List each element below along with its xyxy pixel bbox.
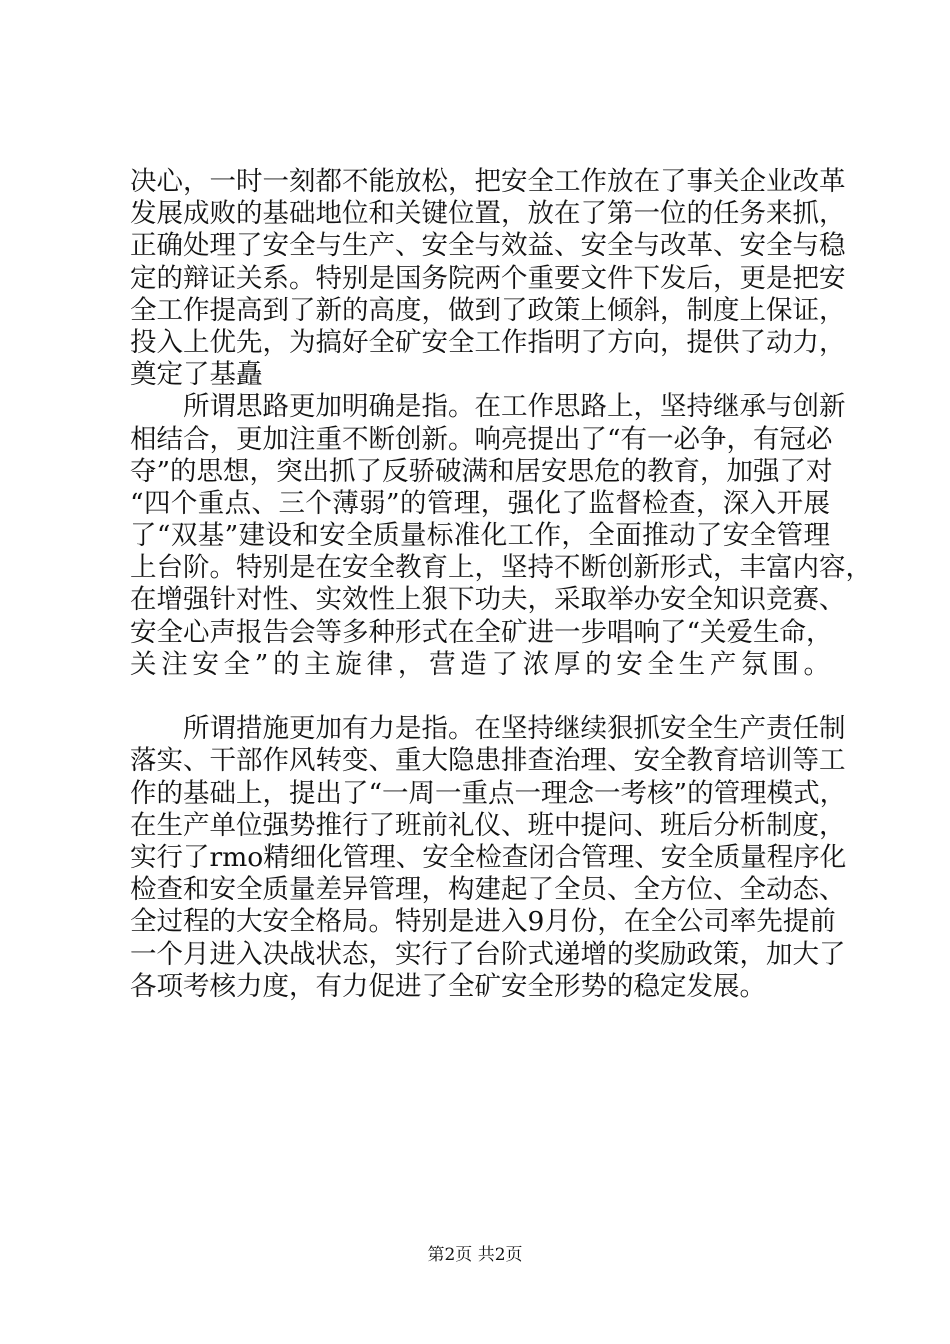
text-line: 所谓思路更加明确是指。在工作思路上，坚持继承与创新 — [183, 391, 846, 423]
text-line: 正确处理了安全与生产、安全与效益、安全与改革、安全与稳 — [130, 230, 846, 262]
text-line: 发展成败的基础地位和关键位置，放在了第一位的任务来抓， — [130, 198, 846, 230]
document-body — [130, 166, 872, 1003]
text-line: 定的辩证关系。特别是国务院两个重要文件下发后，更是把安 — [130, 262, 846, 294]
text-line: 在生产单位强势推行了班前礼仪、班中提问、班后分析制度， — [130, 809, 846, 841]
text-line: “四个重点、三个薄弱”的管理，强化了监督检查，深入开展 — [130, 487, 830, 519]
text-line: 在增强针对性、实效性上狠下功夫，采取举办安全知识竞赛、 — [130, 584, 846, 616]
text-line: 奠定了基矗 — [130, 359, 263, 391]
text-line: 关注安全”的主旋律，营造了浓厚的安全生产氛围。 — [130, 648, 830, 680]
text-line: 一个月进入决战状态，实行了台阶式递增的奖励政策，加大了 — [130, 938, 846, 970]
paragraph — [130, 391, 872, 713]
text-line: 检查和安全质量差异管理，构建起了全员、全方位、全动态、 — [130, 874, 846, 906]
text-line: 夺”的思想，突出抓了反骄破满和居安思危的教育，加强了对 — [130, 455, 833, 487]
text-line: 了“双基”建设和安全质量标准化工作，全面推动了安全管理 — [130, 520, 830, 552]
text-line: 所谓措施更加有力是指。在坚持继续狠抓安全生产责任制 — [183, 713, 846, 745]
text-line: 全过程的大安全格局。特别是进入9月份，在全公司率先提前 — [130, 906, 836, 938]
text-line: 安全心声报告会等多种形式在全矿进一步唱响了“关爱生命， — [130, 616, 833, 648]
text-line: 决心，一时一刻都不能放松，把安全工作放在了事关企业改革 — [130, 166, 846, 197]
text-line — [130, 681, 830, 713]
text-line: 落实、干部作风转变、重大隐患排查治理、安全教育培训等工 — [130, 745, 846, 777]
paragraph — [130, 166, 846, 391]
page-number-footer: 第2页 共2页 — [427, 1245, 523, 1265]
text-line: 作的基础上，提出了“一周一重点一理念一考核”的管理模式， — [130, 777, 847, 809]
text-line: 实行了rmo精细化管理、安全检查闭合管理、安全质量程序化 — [130, 841, 847, 873]
text-line: 相结合，更加注重不断创新。响亮提出了“有一必争，有冠必 — [130, 423, 833, 455]
text-line: 全工作提高到了新的高度，做到了政策上倾斜，制度上保证， — [130, 294, 846, 326]
text-line: 投入上优先，为搞好全矿安全工作指明了方向，提供了动力， — [130, 326, 846, 358]
paragraph — [130, 713, 847, 1003]
text-line: 上台阶。特别是在安全教育上，坚持不断创新形式，丰富内容， — [130, 552, 872, 584]
text-line: 各项考核力度，有力促进了全矿安全形势的稳定发展。 — [130, 970, 766, 1002]
